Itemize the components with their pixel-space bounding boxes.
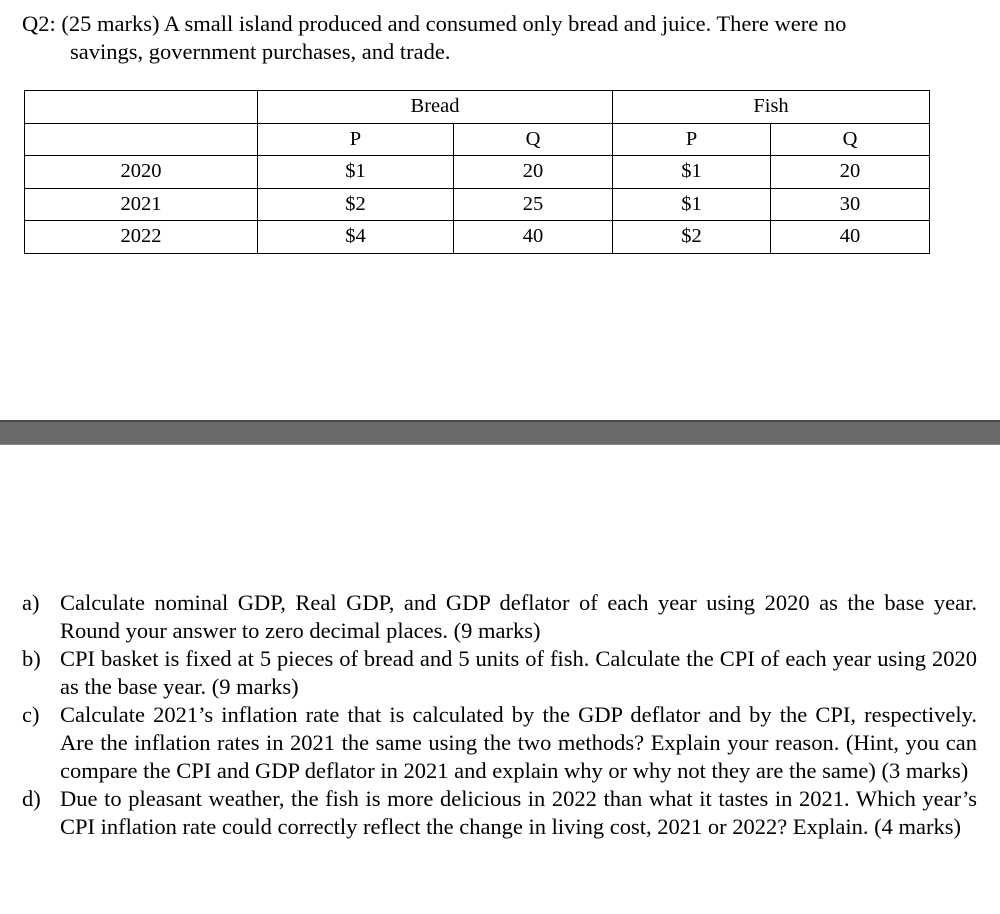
- question-parts-list: [22, 589, 977, 841]
- question-part-c: [22, 701, 977, 785]
- subheader-fish-quantity: Q: [771, 123, 930, 156]
- table-row: [25, 221, 930, 254]
- group-header-bread: Bread: [258, 91, 613, 124]
- table-row: [25, 156, 930, 189]
- cell-fish-price: $1: [613, 156, 771, 189]
- part-text: CPI basket is fixed at 5 pieces of bread and 5 units of fish. Calculate the CPI of each year using 2020 as the base year. (9 marks): [60, 646, 977, 699]
- price-quantity-table: [24, 90, 930, 254]
- row-year: 2021: [25, 188, 258, 221]
- question-part-b: [22, 645, 977, 701]
- cell-bread-quantity: 25: [454, 188, 613, 221]
- question-part-a: [22, 589, 977, 645]
- cell-fish-quantity: 20: [771, 156, 930, 189]
- question-heading-line2: savings, government purchases, and trade.: [70, 39, 451, 64]
- cell-bread-quantity: 40: [454, 221, 613, 254]
- cell-bread-price: $1: [258, 156, 454, 189]
- part-marker: d): [22, 786, 41, 811]
- part-text: Due to pleasant weather, the fish is more delicious in 2022 than what it tastes in 2021. Which year’s CPI inflation rate could correctly reflect the change in living cost, 2021 or 2022? Explain. (4 marks): [60, 786, 977, 839]
- part-marker: b): [22, 646, 41, 671]
- cell-fish-quantity: 30: [771, 188, 930, 221]
- question-heading-line1: Q2: (25 marks) A small island produced and consumed only bread and juice. There were no: [22, 11, 847, 36]
- subheader-bread-price: P: [258, 123, 454, 156]
- subheader-bread-quantity: Q: [454, 123, 613, 156]
- part-text: Calculate 2021’s inflation rate that is calculated by the GDP deflator and by the CPI, respectively. Are the inflation rates in 2021 the same using the two methods? Explain your reason. (Hint, you can compare the CPI and GDP deflator in 2021 and explain why or why not they are the same) (3 marks): [60, 702, 977, 783]
- question-heading: [22, 10, 982, 66]
- table-subheader-row: [25, 123, 930, 156]
- cell-bread-price: $4: [258, 221, 454, 254]
- cell-fish-price: $2: [613, 221, 771, 254]
- table-group-header-row: [25, 91, 930, 124]
- row-year: 2020: [25, 156, 258, 189]
- table-row: [25, 188, 930, 221]
- group-header-fish: Fish: [613, 91, 930, 124]
- page-divider-band: [0, 420, 1000, 445]
- part-text: Calculate nominal GDP, Real GDP, and GDP deflator of each year using 2020 as the base year. Round your answer to zero decimal places. (9 marks): [60, 590, 977, 643]
- cell-fish-price: $1: [613, 188, 771, 221]
- row-year: 2022: [25, 221, 258, 254]
- cell-bread-quantity: 20: [454, 156, 613, 189]
- cell-fish-quantity: 40: [771, 221, 930, 254]
- subheader-fish-price: P: [613, 123, 771, 156]
- cell-bread-price: $2: [258, 188, 454, 221]
- part-marker: a): [22, 590, 40, 615]
- part-marker: c): [22, 702, 40, 727]
- table-corner-cell: [25, 91, 258, 124]
- question-part-d: [22, 785, 977, 841]
- table-subheader-blank: [25, 123, 258, 156]
